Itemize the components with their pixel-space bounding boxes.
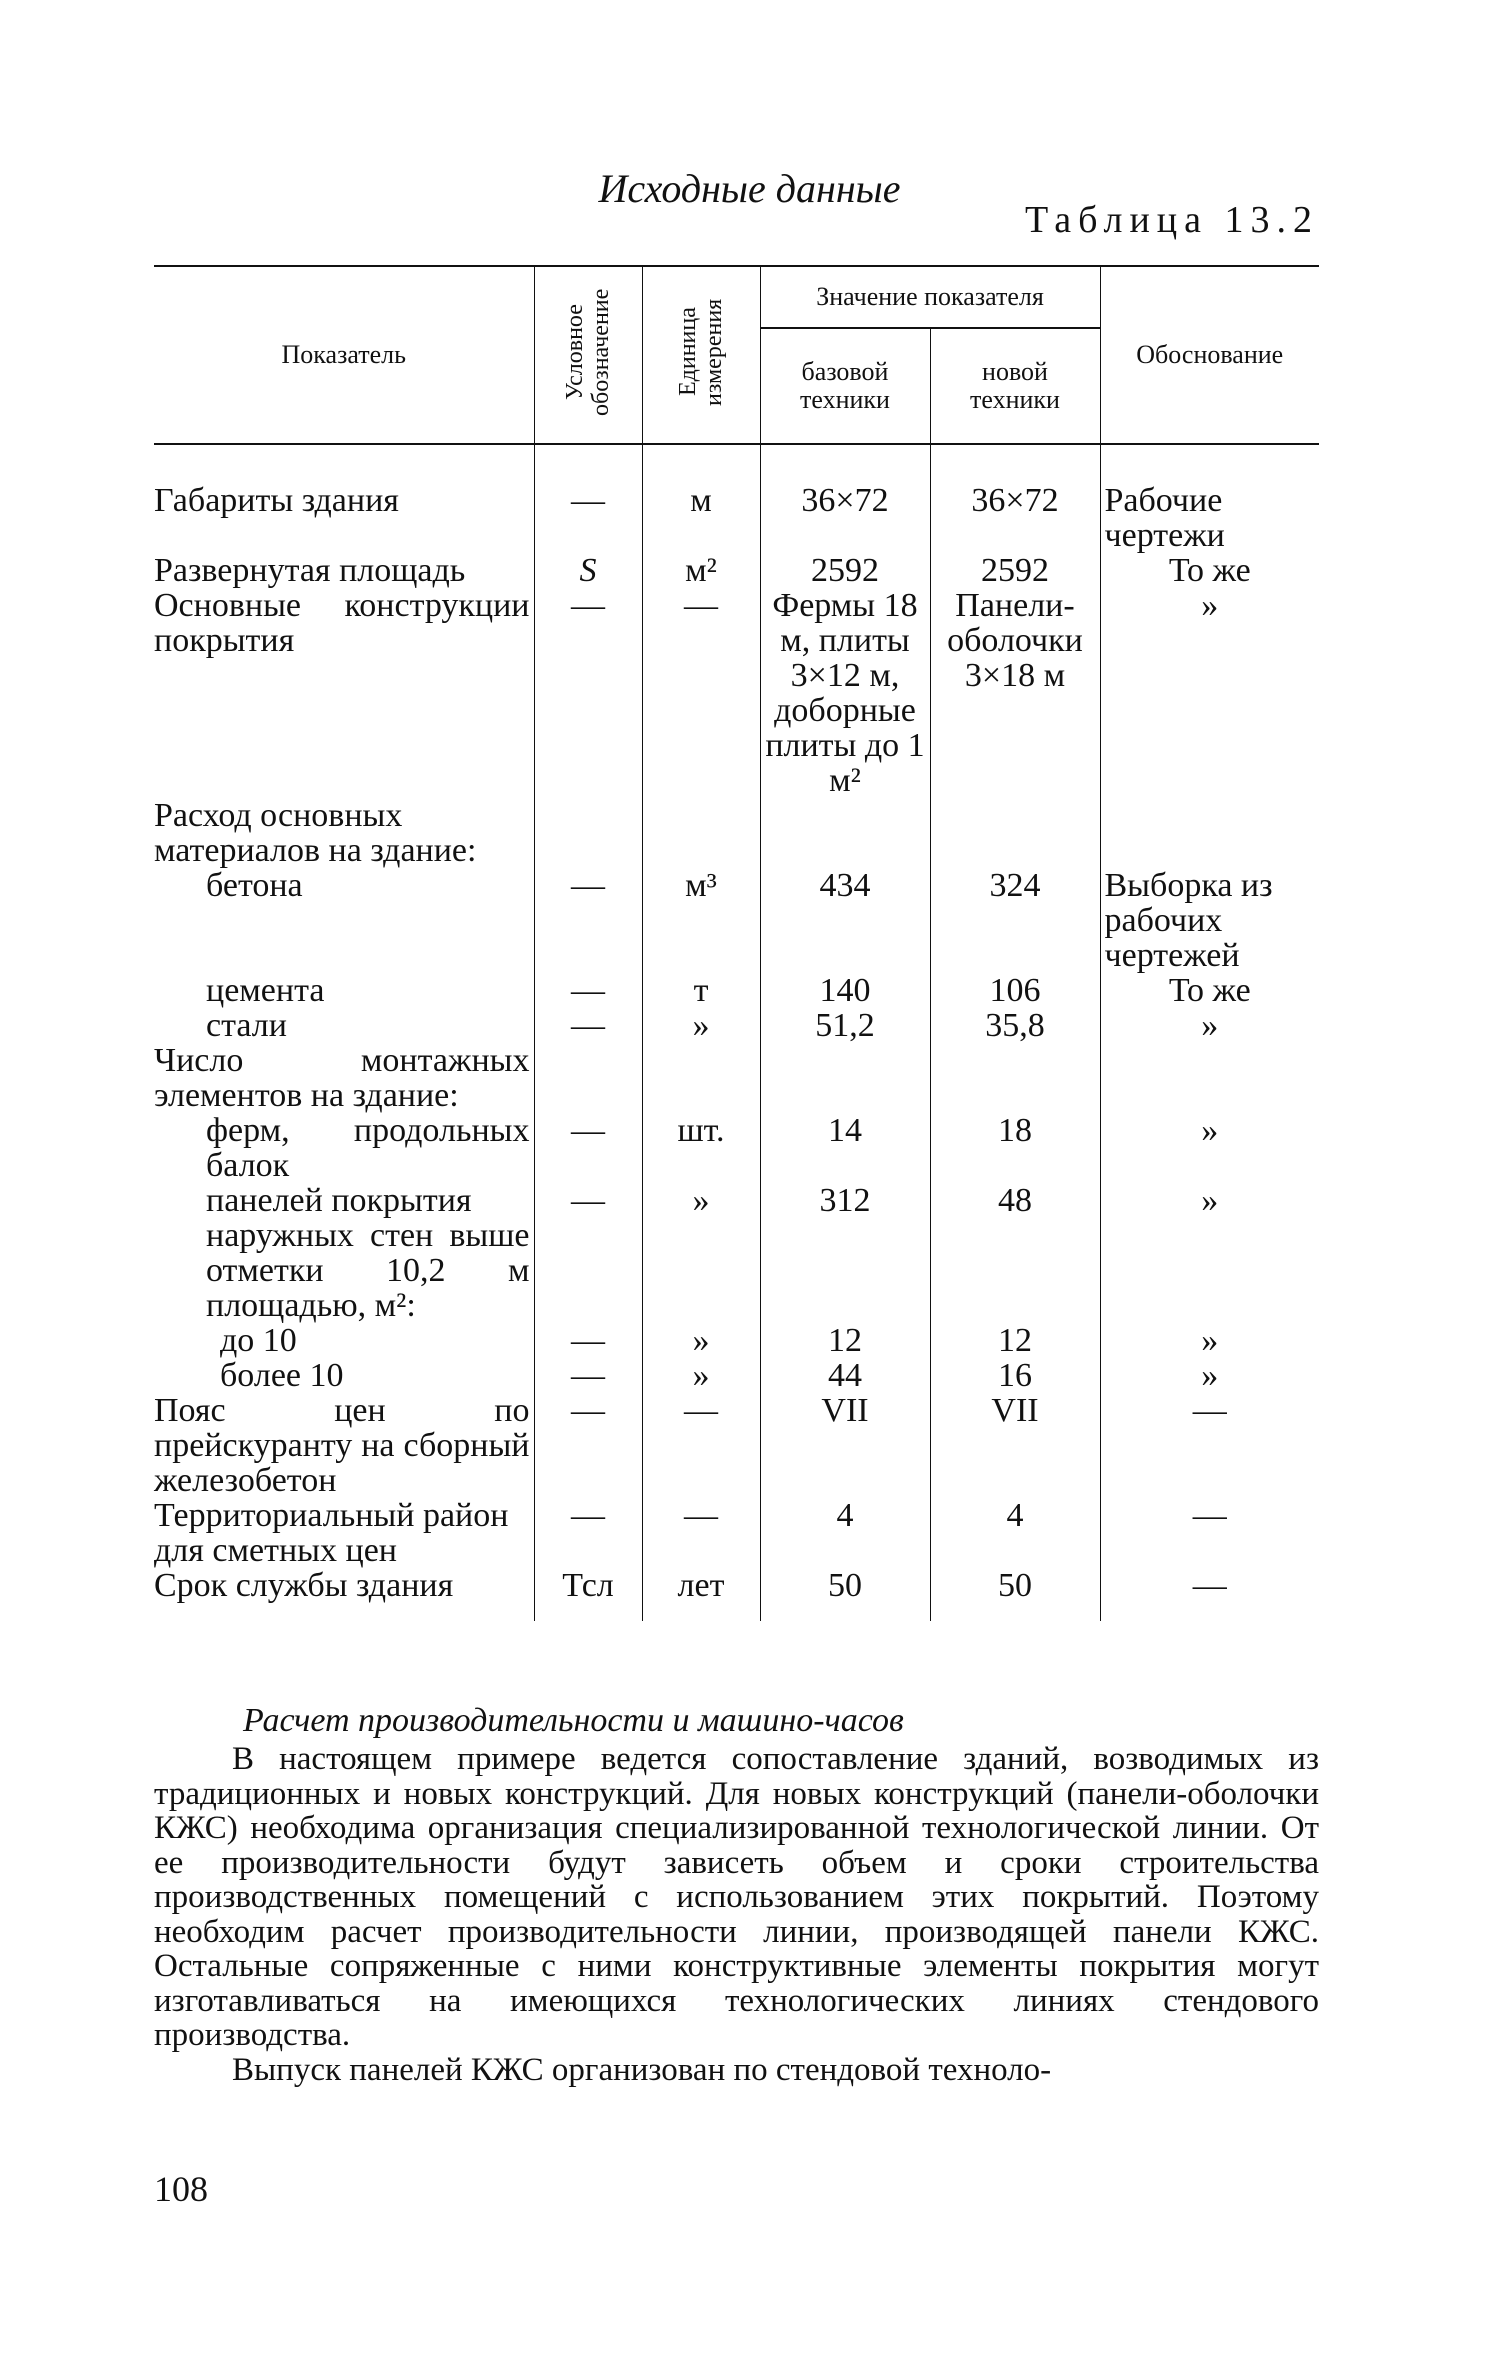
- page-title: Исходные данные: [598, 166, 901, 211]
- section-title: Расчет производительности и машино-часов: [243, 1702, 904, 1739]
- table-row: Пояс цен по прейскуранту на сборный железобетон — — VII VII —: [154, 1393, 1319, 1498]
- header-base: базовой техники: [760, 328, 930, 444]
- table-body: [154, 444, 1319, 1621]
- paragraph: Выпуск панелей КЖС организован по стендовой техноло-: [232, 2051, 1052, 2088]
- table-row: бетона — м³ 434 324 Выборка из рабочих чертежей: [154, 868, 1319, 973]
- table-row: до 10 — » 12 12 »: [154, 1323, 1319, 1358]
- table-row: наружных стен выше отметки 10,2 м площадью, м²:: [154, 1218, 1319, 1323]
- table-row: ферм, продольных балок — шт. 14 18 »: [154, 1113, 1319, 1183]
- table-row: панелей покрытия — » 312 48 »: [154, 1183, 1319, 1218]
- page-number: 108: [154, 2169, 208, 2209]
- data-table: [154, 265, 1319, 1621]
- table-row: более 10 — » 44 16 »: [154, 1358, 1319, 1393]
- table-row: Территориальный район для сметных цен — — 4 4 —: [154, 1498, 1319, 1568]
- table-row: цемента — т 140 106 То же: [154, 973, 1319, 1008]
- header-unit: Единица измерения: [642, 266, 760, 444]
- table-row: Срок службы здания Тсл лет 50 50 —: [154, 1568, 1319, 1603]
- header-value-group: Значение показателя: [760, 266, 1100, 328]
- header-basis: Обоснование: [1100, 266, 1319, 444]
- table-row: Развернутая площадь S м² 2592 2592 То же: [154, 553, 1319, 588]
- table-row: Основные конструкции покрытия — — Фермы 18 м, плиты 3×12 м, доборные плиты до 1 м² Панели-оболочки 3×18 м »: [154, 588, 1319, 798]
- table-row: стали — » 51,2 35,8 »: [154, 1008, 1319, 1043]
- table-row: Расход основных материалов на здание:: [154, 798, 1319, 868]
- paragraph: В настоящем примере ведется сопоставление зданий, возводимых из традиционных и новых конструкций. Для новых конструкций (панели-оболочки КЖС) необходима организация специализированной технологической линии. От ее производительности будут зависеть объем и сроки строительства производственных помещений с использованием этих покрытий. Поэтому необходим расчет производительности линии, производящей панели КЖС. Остальные сопряженные с ними конструктивные элементы покрытия могут изготавливаться на имеющихся технологических линиях стендового производства.: [154, 1741, 1319, 2053]
- table-label: Таблица 13.2: [1024, 199, 1319, 241]
- table-row: Число монтажных элементов на здание:: [154, 1043, 1319, 1113]
- body-text: [154, 1742, 1319, 2087]
- header-new: новой техники: [930, 328, 1100, 444]
- header-indicator: Показатель: [154, 266, 534, 444]
- table-row: Габариты здания — м 36×72 36×72 Рабочие чертежи: [154, 483, 1319, 553]
- header-symbol: Условное обозначение: [534, 266, 642, 444]
